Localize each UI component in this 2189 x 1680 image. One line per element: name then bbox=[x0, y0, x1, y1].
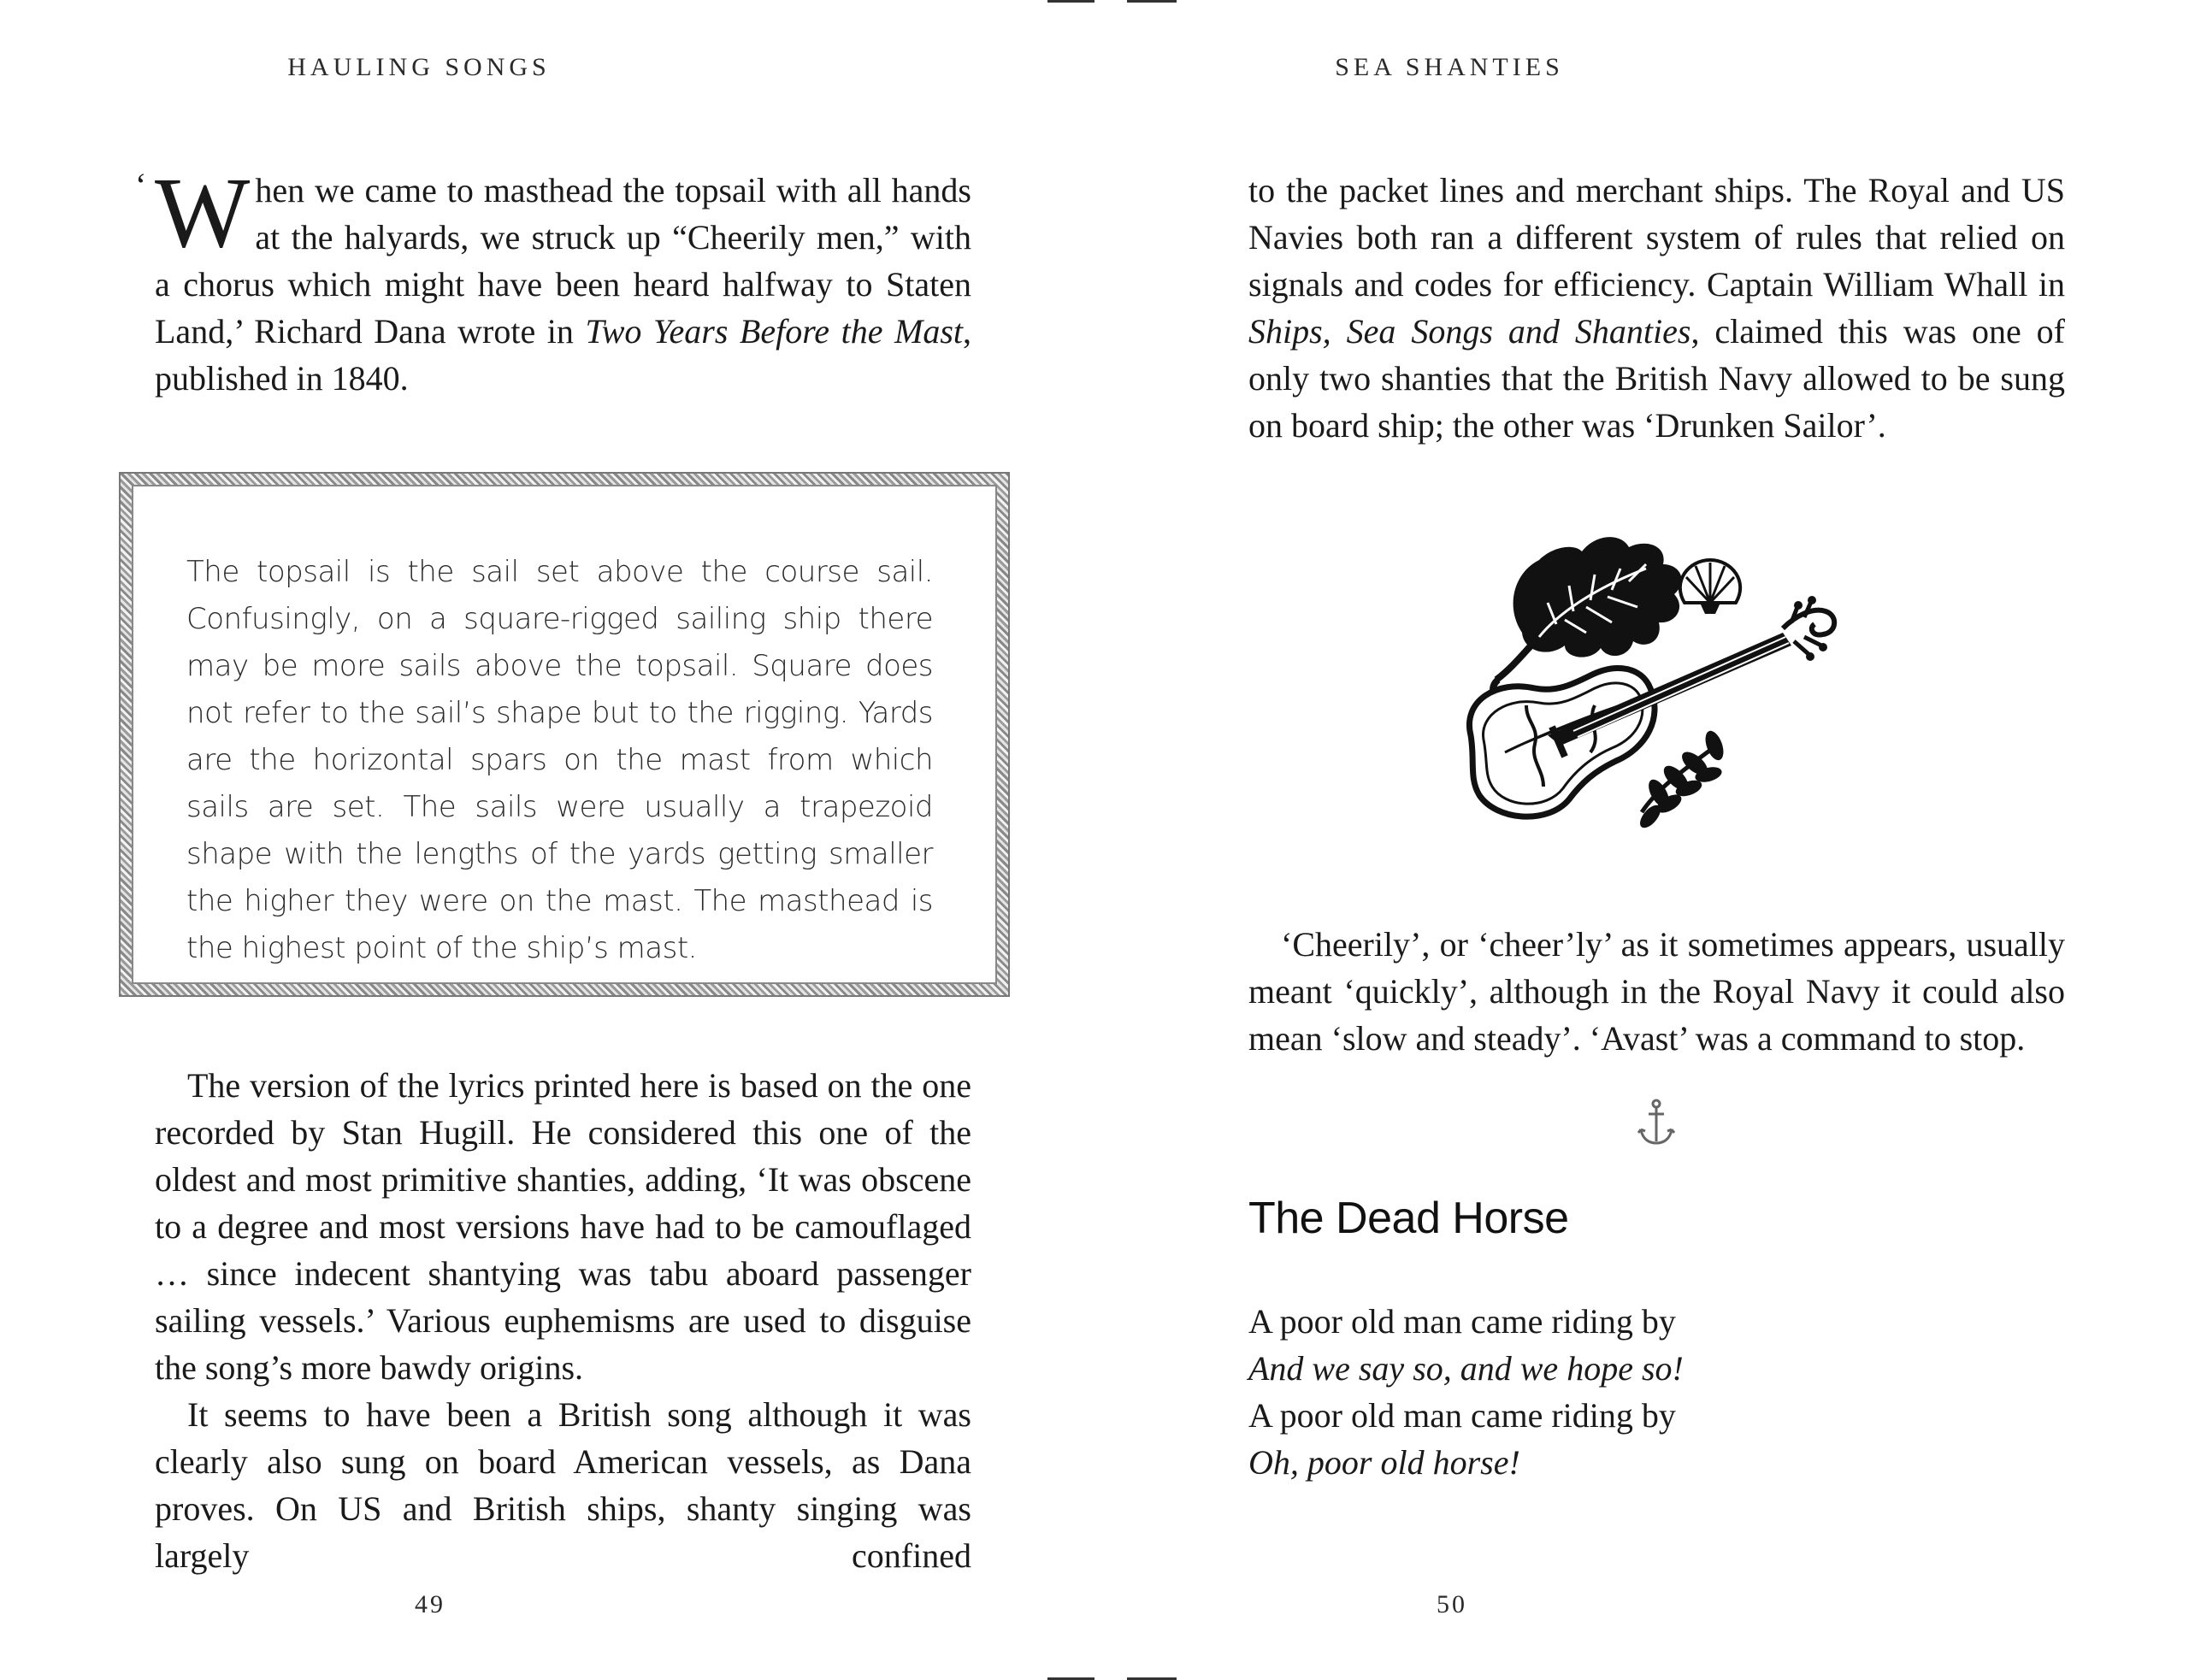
sidebar-text: The topsail is the sail set above the course sail. Confusingly, on a square-rigged sailing ship there may be more sails above the topsail. Square does not refer to the sail’s shape but to the rigging. Yards are the horizontal spars on the mast from which sails are set. The sails were usually a trapezoid shape with the lengths of the yards getting smaller the higher they were on the mast. The masthead is the highest point of the ship’s mast. bbox=[186, 555, 933, 965]
song-title: The Dead Horse bbox=[1248, 1194, 1569, 1243]
shell-icon bbox=[1680, 560, 1740, 614]
violin-illustration bbox=[1445, 522, 1890, 846]
lyric-chorus-line: And we say so, and we hope so! bbox=[1248, 1349, 1684, 1388]
opening-tail: , published in 1840. bbox=[155, 312, 972, 398]
paragraph-version: The version of the lyrics printed here is based on the one recorded by Stan Hugill. He considered this one of the oldest and most primitive shanties, adding, ‘It was obscene to a degree and most versions have had to be camouflaged … since indecent shantying was tabu aboard passenger sailing vessels.’ Various euphemisms are used to disguise the song’s more bawdy origins. bbox=[155, 1066, 971, 1387]
paragraph-british: It seems to have been a British song although it was clearly also sung on board American vessels, as Dana proves. On US and British ships, shanty singing was largely confined bbox=[155, 1395, 971, 1575]
anchor-icon bbox=[1637, 1099, 1675, 1147]
running-head: SEA SHANTIES bbox=[1335, 53, 1564, 81]
continuation-text-end: , claimed this was one of only two shanties that the British Navy allowed to be sung on board ship; the other was ‘Drunken Sailor’. bbox=[1248, 312, 2065, 445]
lyric-line: A poor old man came riding by bbox=[1248, 1396, 1676, 1435]
drop-cap-letter: W bbox=[155, 156, 251, 268]
continuation-paragraph bbox=[1248, 167, 2065, 449]
left-body-text bbox=[155, 1062, 971, 1579]
cheerily-paragraph bbox=[1248, 921, 2065, 1062]
opening-text: hen we came to masthead the topsail with all hands at the halyards, we struck up “Cheerily men,” with a chorus which might have been heard halfway to Staten Land,’ Richard Dana wrote in bbox=[155, 171, 971, 351]
song-lyrics bbox=[1248, 1298, 1684, 1486]
page-number: 50 bbox=[1437, 1590, 1467, 1618]
book-title: Two Years Before the Mast bbox=[585, 312, 964, 351]
page-number: 49 bbox=[415, 1590, 445, 1618]
continuation-text: to the packet lines and merchant ships. The Royal and US Navies both ran a different system of rules that relied on signals and codes for efficiency. Captain William Whall in bbox=[1248, 171, 2065, 304]
book-title: Ships, Sea Songs and Shanties bbox=[1248, 312, 1691, 351]
opening-quote-mark: ‘ bbox=[135, 166, 147, 204]
leaf-icon bbox=[1493, 537, 1682, 698]
seaweed-icon bbox=[1637, 728, 1727, 831]
lyric-line: A poor old man came riding by bbox=[1248, 1302, 1676, 1341]
lyric-chorus-line: Oh, poor old horse! bbox=[1248, 1443, 1520, 1482]
opening-paragraph bbox=[135, 156, 972, 402]
paragraph-cheerily: ‘Cheerily’, or ‘cheer’ly’ as it sometimes appears, usually meant ‘quickly’, although in the Royal Navy it could also mean ‘slow and steady’. ‘Avast’ was a command to stop. bbox=[1248, 925, 2065, 1058]
drop-cap bbox=[135, 156, 251, 268]
running-head: HAULING SONGS bbox=[287, 53, 551, 81]
